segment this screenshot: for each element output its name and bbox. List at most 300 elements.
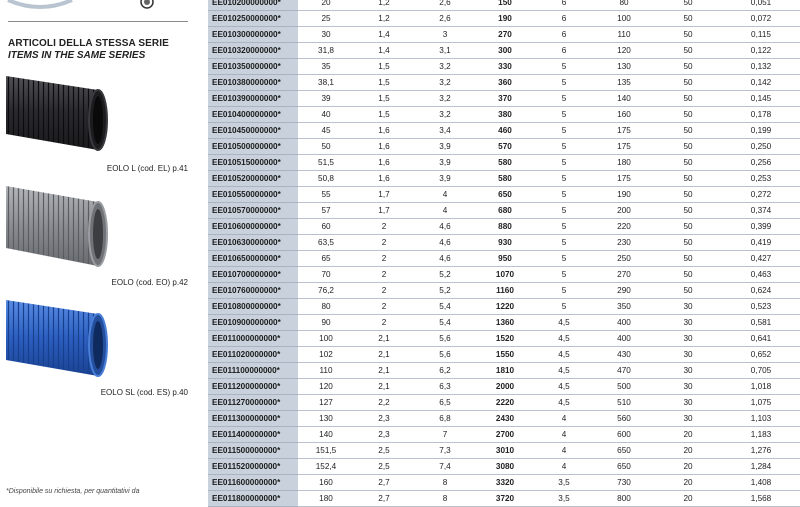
table-cell: 3,5 bbox=[534, 491, 594, 507]
table-cell: 3,5 bbox=[534, 475, 594, 491]
table-cell: 6,8 bbox=[414, 411, 476, 427]
table-cell: 3,9 bbox=[414, 155, 476, 171]
table-cell: 175 bbox=[594, 139, 654, 155]
table-cell: 55 bbox=[298, 187, 354, 203]
table-cell: 100 bbox=[298, 331, 354, 347]
table-cell: 5 bbox=[534, 155, 594, 171]
table-cell: 30 bbox=[654, 331, 722, 347]
table-row bbox=[208, 443, 800, 459]
table-cell: 6 bbox=[534, 11, 594, 27]
article-code-cell: EE010900000000* bbox=[208, 315, 298, 331]
table-cell: 1,6 bbox=[354, 155, 414, 171]
hose-grey-image bbox=[6, 184, 108, 276]
table-cell: 2 bbox=[354, 267, 414, 283]
table-cell: 3,9 bbox=[414, 171, 476, 187]
table-cell: 270 bbox=[476, 27, 534, 43]
table-cell: 5 bbox=[534, 123, 594, 139]
table-cell: 7,4 bbox=[414, 459, 476, 475]
table-cell: 50 bbox=[654, 235, 722, 251]
table-cell: 2000 bbox=[476, 379, 534, 395]
table-row bbox=[208, 411, 800, 427]
table-cell: 4,5 bbox=[534, 395, 594, 411]
table-cell: 1,5 bbox=[354, 59, 414, 75]
table-cell: 50 bbox=[654, 43, 722, 59]
table-cell: 31,8 bbox=[298, 43, 354, 59]
table-cell: 110 bbox=[298, 363, 354, 379]
table-cell: 0,463 bbox=[722, 267, 800, 283]
table-cell: 2,5 bbox=[354, 459, 414, 475]
article-code-cell: EE010200000000* bbox=[208, 0, 298, 11]
table-cell: 650 bbox=[594, 459, 654, 475]
table-cell: 130 bbox=[298, 411, 354, 427]
table-cell: 102 bbox=[298, 347, 354, 363]
table-cell: 50 bbox=[654, 123, 722, 139]
table-cell: 30 bbox=[654, 315, 722, 331]
article-code-cell: EE011000000000* bbox=[208, 331, 298, 347]
table-cell: 2,6 bbox=[414, 11, 476, 27]
table-cell: 1070 bbox=[476, 267, 534, 283]
table-row bbox=[208, 171, 800, 187]
table-cell: 0,072 bbox=[722, 11, 800, 27]
table-cell: 39 bbox=[298, 91, 354, 107]
article-code-cell: EE010550000000* bbox=[208, 187, 298, 203]
table-cell: 65 bbox=[298, 251, 354, 267]
article-code-cell: EE011300000000* bbox=[208, 411, 298, 427]
table-cell: 1550 bbox=[476, 347, 534, 363]
table-cell: 5 bbox=[534, 251, 594, 267]
table-cell: 5 bbox=[534, 139, 594, 155]
table-cell: 5,4 bbox=[414, 315, 476, 331]
table-cell: 0,523 bbox=[722, 299, 800, 315]
table-cell: 1,2 bbox=[354, 11, 414, 27]
table-row bbox=[208, 123, 800, 139]
hose-black-image bbox=[6, 72, 108, 160]
table-cell: 2 bbox=[354, 219, 414, 235]
table-cell: 140 bbox=[298, 427, 354, 443]
table-cell: 50 bbox=[654, 283, 722, 299]
table-row bbox=[208, 107, 800, 123]
table-cell: 1360 bbox=[476, 315, 534, 331]
table-cell: 4,5 bbox=[534, 315, 594, 331]
article-code-cell: EE010760000000* bbox=[208, 283, 298, 299]
table-cell: 0,705 bbox=[722, 363, 800, 379]
table-cell: 3720 bbox=[476, 491, 534, 507]
table-cell: 63,5 bbox=[298, 235, 354, 251]
table-cell: 430 bbox=[594, 347, 654, 363]
table-cell: 110 bbox=[594, 27, 654, 43]
table-cell: 1520 bbox=[476, 331, 534, 347]
specifications-table bbox=[208, 0, 800, 507]
table-cell: 0,374 bbox=[722, 203, 800, 219]
table-cell: 45 bbox=[298, 123, 354, 139]
table-cell: 20 bbox=[654, 427, 722, 443]
table-cell: 5 bbox=[534, 299, 594, 315]
table-cell: 510 bbox=[594, 395, 654, 411]
table-cell: 50 bbox=[654, 27, 722, 43]
table-cell: 190 bbox=[594, 187, 654, 203]
table-cell: 30 bbox=[654, 395, 722, 411]
table-cell: 2430 bbox=[476, 411, 534, 427]
table-cell: 2,1 bbox=[354, 363, 414, 379]
table-cell: 5 bbox=[534, 91, 594, 107]
table-row bbox=[208, 27, 800, 43]
table-cell: 175 bbox=[594, 123, 654, 139]
table-cell: 1,103 bbox=[722, 411, 800, 427]
table-cell: 60 bbox=[298, 219, 354, 235]
table-cell: 1,018 bbox=[722, 379, 800, 395]
table-row bbox=[208, 235, 800, 251]
table-cell: 50 bbox=[654, 91, 722, 107]
table-cell: 1,6 bbox=[354, 171, 414, 187]
article-code-cell: EE010600000000* bbox=[208, 219, 298, 235]
table-cell: 50,8 bbox=[298, 171, 354, 187]
table-cell: 6,5 bbox=[414, 395, 476, 411]
table-cell: 4,6 bbox=[414, 251, 476, 267]
table-cell: 0,399 bbox=[722, 219, 800, 235]
table-cell: 300 bbox=[476, 43, 534, 59]
table-cell: 38,1 bbox=[298, 75, 354, 91]
table-cell: 50 bbox=[654, 203, 722, 219]
table-cell: 400 bbox=[594, 315, 654, 331]
table-cell: 4 bbox=[534, 459, 594, 475]
table-cell: 40 bbox=[298, 107, 354, 123]
table-cell: 250 bbox=[594, 251, 654, 267]
table-cell: 50 bbox=[654, 139, 722, 155]
article-code-cell: EE010500000000* bbox=[208, 139, 298, 155]
table-cell: 1,284 bbox=[722, 459, 800, 475]
table-cell: 460 bbox=[476, 123, 534, 139]
table-cell: 650 bbox=[476, 187, 534, 203]
table-cell: 20 bbox=[654, 491, 722, 507]
table-cell: 3320 bbox=[476, 475, 534, 491]
table-cell: 30 bbox=[298, 27, 354, 43]
table-cell: 80 bbox=[298, 299, 354, 315]
article-code-cell: EE011500000000* bbox=[208, 443, 298, 459]
table-cell: 3,9 bbox=[414, 139, 476, 155]
table-cell: 30 bbox=[654, 411, 722, 427]
table-cell: 3,4 bbox=[414, 123, 476, 139]
table-cell: 25 bbox=[298, 11, 354, 27]
table-cell: 220 bbox=[594, 219, 654, 235]
table-cell: 5,6 bbox=[414, 347, 476, 363]
table-row bbox=[208, 59, 800, 75]
article-code-cell: EE011020000000* bbox=[208, 347, 298, 363]
table-cell: 50 bbox=[654, 267, 722, 283]
article-code-cell: EE011800000000* bbox=[208, 491, 298, 507]
table-cell: 80 bbox=[594, 0, 654, 11]
table-cell: 6,3 bbox=[414, 379, 476, 395]
table-cell: 30 bbox=[654, 299, 722, 315]
table-cell: 650 bbox=[594, 443, 654, 459]
table-cell: 2,3 bbox=[354, 427, 414, 443]
table-cell: 290 bbox=[594, 283, 654, 299]
table-cell: 135 bbox=[594, 75, 654, 91]
table-row bbox=[208, 475, 800, 491]
table-row bbox=[208, 91, 800, 107]
article-code-cell: EE010700000000* bbox=[208, 267, 298, 283]
table-cell: 3,1 bbox=[414, 43, 476, 59]
table-cell: 350 bbox=[594, 299, 654, 315]
table-cell: 1160 bbox=[476, 283, 534, 299]
table-cell: 3010 bbox=[476, 443, 534, 459]
table-cell: 400 bbox=[594, 331, 654, 347]
table-cell: 1,4 bbox=[354, 43, 414, 59]
sidebar bbox=[0, 0, 208, 500]
table-row bbox=[208, 11, 800, 27]
table-cell: 2,1 bbox=[354, 379, 414, 395]
table-cell: 5 bbox=[534, 235, 594, 251]
table-row bbox=[208, 0, 800, 11]
table-cell: 2,1 bbox=[354, 331, 414, 347]
table-cell: 5 bbox=[534, 171, 594, 187]
table-cell: 180 bbox=[594, 155, 654, 171]
series-item-eolo-l[interactable]: EOLO L (cod. EL) p.41 bbox=[106, 164, 188, 173]
table-cell: 4 bbox=[534, 427, 594, 443]
table-row bbox=[208, 187, 800, 203]
table-cell: 2 bbox=[354, 315, 414, 331]
table-cell: 1,5 bbox=[354, 91, 414, 107]
table-cell: 6 bbox=[534, 27, 594, 43]
table-cell: 570 bbox=[476, 139, 534, 155]
table-cell: 0,624 bbox=[722, 283, 800, 299]
table-cell: 730 bbox=[594, 475, 654, 491]
table-cell: 50 bbox=[654, 155, 722, 171]
article-code-cell: EE010570000000* bbox=[208, 203, 298, 219]
series-item-eolo[interactable]: EOLO (cod. EO) p.42 bbox=[111, 278, 188, 287]
table-row bbox=[208, 363, 800, 379]
table-cell: 580 bbox=[476, 171, 534, 187]
table-cell: 200 bbox=[594, 203, 654, 219]
table-row bbox=[208, 491, 800, 507]
table-cell: 1,276 bbox=[722, 443, 800, 459]
table-cell: 2,6 bbox=[414, 0, 476, 11]
article-code-cell: EE010380000000* bbox=[208, 75, 298, 91]
article-code-cell: EE010350000000* bbox=[208, 59, 298, 75]
table-cell: 330 bbox=[476, 59, 534, 75]
table-cell: 5 bbox=[534, 219, 594, 235]
table-cell: 800 bbox=[594, 491, 654, 507]
article-code-cell: EE010520000000* bbox=[208, 171, 298, 187]
table-cell: 6 bbox=[534, 0, 594, 11]
table-cell: 5 bbox=[534, 75, 594, 91]
table-cell: 0,178 bbox=[722, 107, 800, 123]
table-cell: 2 bbox=[354, 251, 414, 267]
table-cell: 50 bbox=[654, 0, 722, 11]
table-cell: 370 bbox=[476, 91, 534, 107]
table-cell: 230 bbox=[594, 235, 654, 251]
table-cell: 5,2 bbox=[414, 267, 476, 283]
table-cell: 50 bbox=[298, 139, 354, 155]
table-cell: 1,5 bbox=[354, 75, 414, 91]
table-row bbox=[208, 427, 800, 443]
table-cell: 5 bbox=[534, 187, 594, 203]
table-cell: 30 bbox=[654, 363, 722, 379]
series-subtitle: ITEMS IN THE SAME SERIES bbox=[8, 50, 146, 61]
table-cell: 360 bbox=[476, 75, 534, 91]
table-cell: 0,272 bbox=[722, 187, 800, 203]
table-cell: 2,1 bbox=[354, 347, 414, 363]
table-cell: 30 bbox=[654, 347, 722, 363]
table-cell: 0,122 bbox=[722, 43, 800, 59]
table-cell: 1,183 bbox=[722, 427, 800, 443]
table-cell: 1,7 bbox=[354, 187, 414, 203]
table-cell: 150 bbox=[476, 0, 534, 11]
table-cell: 500 bbox=[594, 379, 654, 395]
table-cell: 0,132 bbox=[722, 59, 800, 75]
table-cell: 5,4 bbox=[414, 299, 476, 315]
table-cell: 100 bbox=[594, 11, 654, 27]
table-row bbox=[208, 395, 800, 411]
availability-footnote: *Disponibile su richiesta, per quantitativi da bbox=[6, 488, 140, 495]
table-cell: 5,2 bbox=[414, 283, 476, 299]
table-cell: 90 bbox=[298, 315, 354, 331]
table-cell: 50 bbox=[654, 251, 722, 267]
table-cell: 20 bbox=[654, 443, 722, 459]
table-cell: 7 bbox=[414, 427, 476, 443]
table-cell: 1220 bbox=[476, 299, 534, 315]
table-row bbox=[208, 139, 800, 155]
table-cell: 130 bbox=[594, 59, 654, 75]
table-cell: 140 bbox=[594, 91, 654, 107]
table-row bbox=[208, 459, 800, 475]
table-row bbox=[208, 75, 800, 91]
table-cell: 4 bbox=[534, 443, 594, 459]
arc-icon bbox=[8, 0, 72, 7]
table-cell: 2,7 bbox=[354, 491, 414, 507]
article-code-cell: EE010400000000* bbox=[208, 107, 298, 123]
table-cell: 1,5 bbox=[354, 107, 414, 123]
table-cell: 76,2 bbox=[298, 283, 354, 299]
table-row bbox=[208, 299, 800, 315]
table-cell: 1,2 bbox=[354, 0, 414, 11]
table-cell: 4,5 bbox=[534, 363, 594, 379]
table-cell: 2,2 bbox=[354, 395, 414, 411]
table-cell: 0,250 bbox=[722, 139, 800, 155]
table-cell: 4,6 bbox=[414, 219, 476, 235]
table-cell: 50 bbox=[654, 11, 722, 27]
table-cell: 50 bbox=[654, 219, 722, 235]
table-cell: 0,419 bbox=[722, 235, 800, 251]
table-cell: 51,5 bbox=[298, 155, 354, 171]
table-cell: 0,641 bbox=[722, 331, 800, 347]
table-cell: 3,2 bbox=[414, 75, 476, 91]
table-cell: 0,427 bbox=[722, 251, 800, 267]
table-row bbox=[208, 283, 800, 299]
table-cell: 175 bbox=[594, 171, 654, 187]
table-row bbox=[208, 155, 800, 171]
table-cell: 560 bbox=[594, 411, 654, 427]
article-code-cell: EE011400000000* bbox=[208, 427, 298, 443]
table-cell: 6,2 bbox=[414, 363, 476, 379]
table-cell: 5 bbox=[534, 59, 594, 75]
top-divider bbox=[8, 21, 188, 22]
table-cell: 30 bbox=[654, 379, 722, 395]
table-row bbox=[208, 379, 800, 395]
top-ornament bbox=[0, 0, 208, 22]
table-cell: 50 bbox=[654, 171, 722, 187]
table-cell: 20 bbox=[654, 459, 722, 475]
table-cell: 4,5 bbox=[534, 379, 594, 395]
article-code-cell: EE010515000000* bbox=[208, 155, 298, 171]
table-cell: 57 bbox=[298, 203, 354, 219]
article-code-cell: EE010650000000* bbox=[208, 251, 298, 267]
table-cell: 1,075 bbox=[722, 395, 800, 411]
table-cell: 1,4 bbox=[354, 27, 414, 43]
table-cell: 151,5 bbox=[298, 443, 354, 459]
table-cell: 380 bbox=[476, 107, 534, 123]
table-cell: 190 bbox=[476, 11, 534, 27]
table-cell: 5 bbox=[534, 107, 594, 123]
table-cell: 0,256 bbox=[722, 155, 800, 171]
table-cell: 127 bbox=[298, 395, 354, 411]
table-cell: 0,581 bbox=[722, 315, 800, 331]
table-cell: 7,3 bbox=[414, 443, 476, 459]
table-cell: 950 bbox=[476, 251, 534, 267]
table-cell: 0,145 bbox=[722, 91, 800, 107]
table-row bbox=[208, 203, 800, 219]
table-cell: 2700 bbox=[476, 427, 534, 443]
article-code-cell: EE010450000000* bbox=[208, 123, 298, 139]
table-cell: 4 bbox=[534, 411, 594, 427]
table-cell: 470 bbox=[594, 363, 654, 379]
table-cell: 0,051 bbox=[722, 0, 800, 11]
hose-blue-image bbox=[6, 298, 108, 386]
table-cell: 152,4 bbox=[298, 459, 354, 475]
table-cell: 680 bbox=[476, 203, 534, 219]
article-code-cell: EE011520000000* bbox=[208, 459, 298, 475]
table-cell: 2,7 bbox=[354, 475, 414, 491]
article-code-cell: EE011100000000* bbox=[208, 363, 298, 379]
table-cell: 5 bbox=[534, 267, 594, 283]
table-cell: 0,253 bbox=[722, 171, 800, 187]
table-cell: 1810 bbox=[476, 363, 534, 379]
article-code-cell: EE010800000000* bbox=[208, 299, 298, 315]
table-cell: 0,115 bbox=[722, 27, 800, 43]
table-cell: 0,199 bbox=[722, 123, 800, 139]
specifications-table-body bbox=[208, 0, 800, 507]
table-cell: 4,6 bbox=[414, 235, 476, 251]
table-cell: 1,568 bbox=[722, 491, 800, 507]
table-cell: 120 bbox=[594, 43, 654, 59]
table-cell: 880 bbox=[476, 219, 534, 235]
table-cell: 2220 bbox=[476, 395, 534, 411]
table-cell: 2 bbox=[354, 299, 414, 315]
table-cell: 5 bbox=[534, 283, 594, 299]
table-cell: 1,6 bbox=[354, 123, 414, 139]
table-cell: 2 bbox=[354, 283, 414, 299]
table-cell: 8 bbox=[414, 475, 476, 491]
table-row bbox=[208, 347, 800, 363]
table-cell: 600 bbox=[594, 427, 654, 443]
table-cell: 930 bbox=[476, 235, 534, 251]
table-row bbox=[208, 331, 800, 347]
table-cell: 3,2 bbox=[414, 91, 476, 107]
table-cell: 120 bbox=[298, 379, 354, 395]
table-cell: 5 bbox=[534, 203, 594, 219]
table-row bbox=[208, 43, 800, 59]
table-cell: 2,3 bbox=[354, 411, 414, 427]
table-cell: 50 bbox=[654, 187, 722, 203]
table-cell: 3 bbox=[414, 27, 476, 43]
table-cell: 1,7 bbox=[354, 203, 414, 219]
table-cell: 4 bbox=[414, 187, 476, 203]
article-code-cell: EE010300000000* bbox=[208, 27, 298, 43]
series-item-eolo-sl[interactable]: EOLO SL (cod. ES) p.40 bbox=[100, 388, 188, 397]
series-title: ARTICOLI DELLA STESSA SERIE bbox=[8, 38, 169, 49]
table-cell: 20 bbox=[298, 0, 354, 11]
article-code-cell: EE010630000000* bbox=[208, 235, 298, 251]
table-cell: 3080 bbox=[476, 459, 534, 475]
